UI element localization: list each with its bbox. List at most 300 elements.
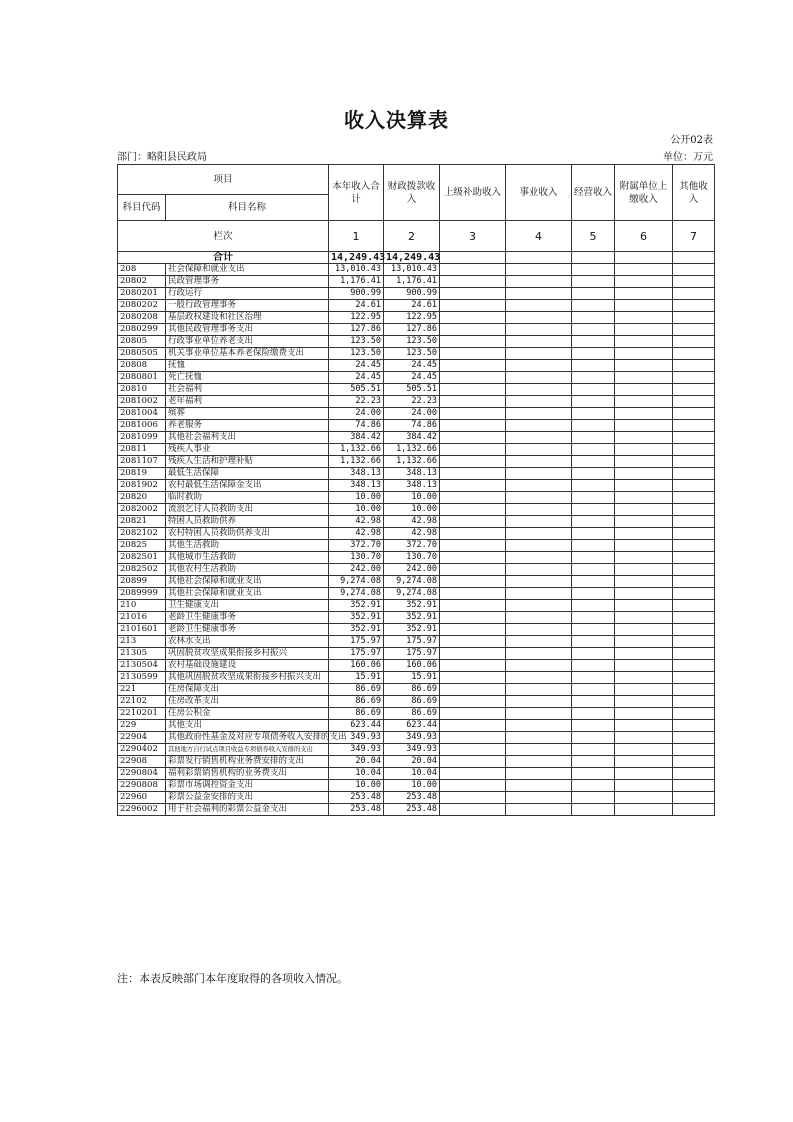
empty-cell: [506, 504, 572, 516]
empty-cell: [673, 336, 715, 348]
empty-cell: [572, 276, 615, 288]
empty-cell: [572, 600, 615, 612]
table-row: [118, 432, 715, 444]
row-name: 其他农村生活救助: [166, 564, 329, 576]
row-c1: 505.51: [329, 384, 384, 396]
empty-cell: [615, 804, 673, 816]
empty-cell: [506, 312, 572, 324]
row-c2: 9,274.08: [384, 576, 440, 588]
empty-cell: [572, 312, 615, 324]
row-c2: 242.00: [384, 564, 440, 576]
row-code: 2210201: [118, 708, 166, 720]
row-name: 残疾人生活和护理补贴: [166, 456, 329, 468]
income-table: [117, 164, 715, 816]
empty-cell: [673, 456, 715, 468]
empty-cell: [673, 528, 715, 540]
row-c2: 86.69: [384, 708, 440, 720]
row-c2: 123.50: [384, 336, 440, 348]
row-c1: 10.00: [329, 780, 384, 792]
row-code: 2080801: [118, 372, 166, 384]
empty-cell: [615, 360, 673, 372]
row-c2: 13,010.43: [384, 264, 440, 276]
empty-cell: [572, 540, 615, 552]
row-c1: 352.91: [329, 624, 384, 636]
empty-cell: [572, 576, 615, 588]
empty-cell: [572, 468, 615, 480]
table-row: [118, 396, 715, 408]
row-code: 20805: [118, 336, 166, 348]
row-name: 其他社会保障和就业支出: [166, 576, 329, 588]
row-c2: 10.04: [384, 768, 440, 780]
row-code: 20808: [118, 360, 166, 372]
row-c2: 900.99: [384, 288, 440, 300]
row-code: 2290804: [118, 768, 166, 780]
row-c1: 242.00: [329, 564, 384, 576]
empty-cell: [572, 384, 615, 396]
row-code: 21016: [118, 612, 166, 624]
empty-cell: [572, 444, 615, 456]
row-c2: 175.97: [384, 648, 440, 660]
table-row: [118, 780, 715, 792]
empty-cell: [440, 588, 506, 600]
empty-cell: [673, 300, 715, 312]
empty-cell: [440, 456, 506, 468]
empty-cell: [440, 600, 506, 612]
row-name: 流浪乞讨人员救助支出: [166, 504, 329, 516]
row-c2: 372.70: [384, 540, 440, 552]
empty-cell: [673, 276, 715, 288]
row-c1: 20.04: [329, 756, 384, 768]
department-label: 部门：略阳县民政局: [117, 152, 207, 163]
empty-cell: [440, 396, 506, 408]
empty-cell: [615, 432, 673, 444]
row-c2: 352.91: [384, 600, 440, 612]
row-code: 221: [118, 684, 166, 696]
empty-cell: [615, 456, 673, 468]
table-row: [118, 648, 715, 660]
table-row: [118, 804, 715, 816]
table-row: [118, 288, 715, 300]
row-name: 农村特困人员救助供养支出: [166, 528, 329, 540]
row-c1: 253.48: [329, 792, 384, 804]
empty-cell: [440, 336, 506, 348]
empty-cell: [506, 552, 572, 564]
table-row: [118, 420, 715, 432]
empty-cell: [673, 372, 715, 384]
header-lanci: 栏次: [118, 221, 329, 252]
row-name: 彩票发行销售机构业务费安排的支出: [166, 756, 329, 768]
col-index: 3: [440, 221, 506, 252]
empty-cell: [572, 516, 615, 528]
row-name: 临时救助: [166, 492, 329, 504]
empty-cell: [506, 360, 572, 372]
empty-cell: [673, 444, 715, 456]
empty-cell: [615, 672, 673, 684]
empty-cell: [615, 624, 673, 636]
table-row: [118, 588, 715, 600]
row-c2: 24.45: [384, 360, 440, 372]
row-c2: 20.04: [384, 756, 440, 768]
row-c2: 130.70: [384, 552, 440, 564]
empty-cell: [572, 408, 615, 420]
row-code: 2080201: [118, 288, 166, 300]
empty-cell: [615, 756, 673, 768]
empty-cell: [572, 336, 615, 348]
empty-cell: [506, 720, 572, 732]
empty-cell: [673, 384, 715, 396]
row-c2: 160.06: [384, 660, 440, 672]
row-name: 住房改革支出: [166, 696, 329, 708]
empty-cell: [506, 576, 572, 588]
row-code: 2080202: [118, 300, 166, 312]
row-name: 其他政府性基金及对应专项债务收入安排的支出: [166, 732, 329, 744]
row-c1: 15.91: [329, 672, 384, 684]
row-code: 2296002: [118, 804, 166, 816]
row-code: 210: [118, 600, 166, 612]
empty-cell: [615, 564, 673, 576]
table-row: [118, 564, 715, 576]
empty-cell: [440, 768, 506, 780]
empty-cell: [572, 624, 615, 636]
row-c1: 123.50: [329, 348, 384, 360]
empty-cell: [615, 684, 673, 696]
empty-cell: [572, 732, 615, 744]
empty-cell: [572, 780, 615, 792]
empty-cell: [615, 528, 673, 540]
empty-cell: [615, 636, 673, 648]
col-index: 2: [384, 221, 440, 252]
row-c1: 22.23: [329, 396, 384, 408]
empty-cell: [615, 792, 673, 804]
table-row: [118, 576, 715, 588]
empty-cell: [440, 480, 506, 492]
row-name: 基层政权建设和社区治理: [166, 312, 329, 324]
row-code: 20899: [118, 576, 166, 588]
row-c2: 10.00: [384, 504, 440, 516]
empty-cell: [506, 744, 572, 756]
row-c1: 74.86: [329, 420, 384, 432]
row-name: 卫生健康支出: [166, 600, 329, 612]
table-row: [118, 624, 715, 636]
empty-cell: [506, 300, 572, 312]
row-name: 殡葬: [166, 408, 329, 420]
header-col5: 经营收入: [572, 165, 615, 221]
row-c1: 24.61: [329, 300, 384, 312]
empty-cell: [673, 420, 715, 432]
empty-cell: [615, 264, 673, 276]
empty-cell: [615, 336, 673, 348]
row-c1: 127.86: [329, 324, 384, 336]
empty-cell: [506, 480, 572, 492]
row-name: 其他社会福利支出: [166, 432, 329, 444]
empty-cell: [673, 432, 715, 444]
empty-cell: [572, 564, 615, 576]
row-code: 2082501: [118, 552, 166, 564]
empty-cell: [440, 528, 506, 540]
row-code: 2081107: [118, 456, 166, 468]
table-row: [118, 312, 715, 324]
empty-cell: [506, 588, 572, 600]
empty-cell: [572, 300, 615, 312]
row-c1: 86.69: [329, 708, 384, 720]
row-code: 2080299: [118, 324, 166, 336]
total-label: 合计: [118, 252, 329, 264]
empty-cell: [673, 624, 715, 636]
row-code: 22904: [118, 732, 166, 744]
empty-cell: [673, 804, 715, 816]
row-code: 213: [118, 636, 166, 648]
empty-cell: [572, 396, 615, 408]
row-c2: 74.86: [384, 420, 440, 432]
empty-cell: [615, 480, 673, 492]
empty-cell: [506, 384, 572, 396]
row-c2: 42.98: [384, 516, 440, 528]
row-c1: 86.69: [329, 696, 384, 708]
row-c2: 349.93: [384, 732, 440, 744]
empty-cell: [673, 792, 715, 804]
empty-cell: [615, 372, 673, 384]
row-code: 20802: [118, 276, 166, 288]
empty-cell: [615, 276, 673, 288]
row-c2: 24.00: [384, 408, 440, 420]
row-c1: 123.50: [329, 336, 384, 348]
row-c1: 10.04: [329, 768, 384, 780]
col-index: 7: [673, 221, 715, 252]
row-code: 2130504: [118, 660, 166, 672]
empty-cell: [440, 756, 506, 768]
table-row: [118, 276, 715, 288]
table-row: [118, 540, 715, 552]
empty-cell: [440, 468, 506, 480]
empty-cell: [506, 540, 572, 552]
page-title: 收入决算表: [344, 108, 449, 132]
row-c1: 1,132.66: [329, 456, 384, 468]
col-index: 5: [572, 221, 615, 252]
empty-cell: [673, 648, 715, 660]
empty-cell: [506, 408, 572, 420]
row-c1: 24.45: [329, 360, 384, 372]
row-code: 2080208: [118, 312, 166, 324]
empty-cell: [572, 648, 615, 660]
table-row: [118, 516, 715, 528]
empty-cell: [673, 768, 715, 780]
empty-cell: [506, 732, 572, 744]
row-name: 抚恤: [166, 360, 329, 372]
empty-cell: [572, 756, 615, 768]
empty-cell: [440, 516, 506, 528]
header-col7: 其他收入: [673, 165, 715, 221]
empty-cell: [673, 552, 715, 564]
empty-cell: [440, 612, 506, 624]
empty-cell: [615, 648, 673, 660]
table-row: [118, 696, 715, 708]
table-row: [118, 480, 715, 492]
table-row: [118, 660, 715, 672]
col-index: 6: [615, 221, 673, 252]
empty-cell: [673, 480, 715, 492]
empty-cell: [506, 780, 572, 792]
table-row: [118, 408, 715, 420]
row-name: 民政管理事务: [166, 276, 329, 288]
row-c1: 24.00: [329, 408, 384, 420]
empty-cell: [506, 516, 572, 528]
empty-cell: [506, 432, 572, 444]
empty-cell: [673, 468, 715, 480]
empty-cell: [673, 492, 715, 504]
empty-cell: [572, 432, 615, 444]
row-c1: 900.99: [329, 288, 384, 300]
empty-cell: [673, 288, 715, 300]
empty-cell: [506, 684, 572, 696]
empty-cell: [615, 288, 673, 300]
row-code: 2290402: [118, 744, 166, 756]
table-row: [118, 264, 715, 276]
empty-cell: [673, 264, 715, 276]
row-c1: 384.42: [329, 432, 384, 444]
empty-cell: [615, 588, 673, 600]
table-row: [118, 612, 715, 624]
empty-cell: [440, 720, 506, 732]
empty-cell: [506, 696, 572, 708]
row-name: 特困人员救助供养: [166, 516, 329, 528]
empty-cell: [440, 444, 506, 456]
empty-cell: [615, 504, 673, 516]
empty-cell: [572, 660, 615, 672]
empty-cell: [440, 696, 506, 708]
empty-cell: [673, 564, 715, 576]
row-c1: 13,010.43: [329, 264, 384, 276]
empty-cell: [673, 408, 715, 420]
empty-cell: [506, 660, 572, 672]
empty-cell: [506, 468, 572, 480]
row-code: 2089999: [118, 588, 166, 600]
row-name: 其他城市生活救助: [166, 552, 329, 564]
row-code: 22102: [118, 696, 166, 708]
empty-cell: [440, 372, 506, 384]
row-code: 208: [118, 264, 166, 276]
empty-cell: [673, 360, 715, 372]
empty-cell: [673, 312, 715, 324]
row-code: 2082502: [118, 564, 166, 576]
table-row: [118, 792, 715, 804]
row-c1: 1,176.41: [329, 276, 384, 288]
empty-cell: [572, 372, 615, 384]
empty-cell: [506, 564, 572, 576]
empty-cell: [506, 444, 572, 456]
row-c2: 352.91: [384, 612, 440, 624]
empty-cell: [440, 312, 506, 324]
empty-cell: [572, 768, 615, 780]
row-code: 229: [118, 720, 166, 732]
total-c1: 14,249.43: [329, 252, 384, 264]
table-row: [118, 324, 715, 336]
empty-cell: [506, 492, 572, 504]
row-name: 农林水支出: [166, 636, 329, 648]
col-index: 4: [506, 221, 572, 252]
empty-cell: [506, 648, 572, 660]
row-name: 老龄卫生健康事务: [166, 612, 329, 624]
total-row: [118, 252, 715, 264]
empty-cell: [506, 528, 572, 540]
row-c1: 24.45: [329, 372, 384, 384]
row-c2: 127.86: [384, 324, 440, 336]
row-name: 行政事业单位养老支出: [166, 336, 329, 348]
empty-cell: [440, 324, 506, 336]
table-row: [118, 444, 715, 456]
empty-cell: [572, 588, 615, 600]
empty-cell: [440, 408, 506, 420]
row-name: 彩票市场调控资金支出: [166, 780, 329, 792]
row-name: 其他支出: [166, 720, 329, 732]
empty-cell: [506, 396, 572, 408]
row-c2: 15.91: [384, 672, 440, 684]
empty-cell: [615, 744, 673, 756]
row-name: 老龄卫生健康事务: [166, 624, 329, 636]
empty-cell: [615, 768, 673, 780]
table-row: [118, 732, 715, 744]
row-c1: 253.48: [329, 804, 384, 816]
row-c1: 130.70: [329, 552, 384, 564]
header-col1: 本年收入合计: [329, 165, 384, 221]
empty-cell: [440, 744, 506, 756]
row-c1: 372.70: [329, 540, 384, 552]
row-code: 20819: [118, 468, 166, 480]
header-code: 科目代码: [118, 195, 166, 221]
row-c2: 623.44: [384, 720, 440, 732]
empty-cell: [673, 720, 715, 732]
row-c1: 9,274.08: [329, 588, 384, 600]
header-name: 科目名称: [166, 195, 329, 221]
empty-cell: [506, 756, 572, 768]
empty-cell: [572, 348, 615, 360]
table-row: [118, 684, 715, 696]
row-c1: 349.93: [329, 732, 384, 744]
empty-cell: [615, 396, 673, 408]
row-c2: 1,176.41: [384, 276, 440, 288]
row-name: 社会福利: [166, 384, 329, 396]
empty-cell: [615, 708, 673, 720]
empty-cell: [440, 732, 506, 744]
table-row: [118, 468, 715, 480]
table-row: [118, 360, 715, 372]
row-name: 一般行政管理事务: [166, 300, 329, 312]
empty-cell: [615, 720, 673, 732]
row-c1: 42.98: [329, 516, 384, 528]
empty-cell: [673, 396, 715, 408]
row-c2: 253.48: [384, 804, 440, 816]
row-c1: 175.97: [329, 648, 384, 660]
row-name: 残疾人事业: [166, 444, 329, 456]
row-code: 2080505: [118, 348, 166, 360]
table-row: [118, 600, 715, 612]
empty-cell: [506, 348, 572, 360]
row-name: 其他巩固脱贫攻坚成果衔接乡村振兴支出: [166, 672, 329, 684]
empty-cell: [572, 456, 615, 468]
form-number: 公开02表: [670, 135, 713, 146]
row-name: 其他地方自行试点项目收益专项债券收入安排的支出: [166, 744, 329, 756]
row-name: 住房保障支出: [166, 684, 329, 696]
row-c1: 352.91: [329, 600, 384, 612]
empty-cell: [615, 300, 673, 312]
table-row: [118, 756, 715, 768]
empty-cell: [440, 360, 506, 372]
empty-cell: [615, 732, 673, 744]
row-c1: 349.93: [329, 744, 384, 756]
total-c2: 14,249.43: [384, 252, 440, 264]
row-c1: 348.13: [329, 468, 384, 480]
table-row: [118, 708, 715, 720]
empty-cell: [440, 384, 506, 396]
